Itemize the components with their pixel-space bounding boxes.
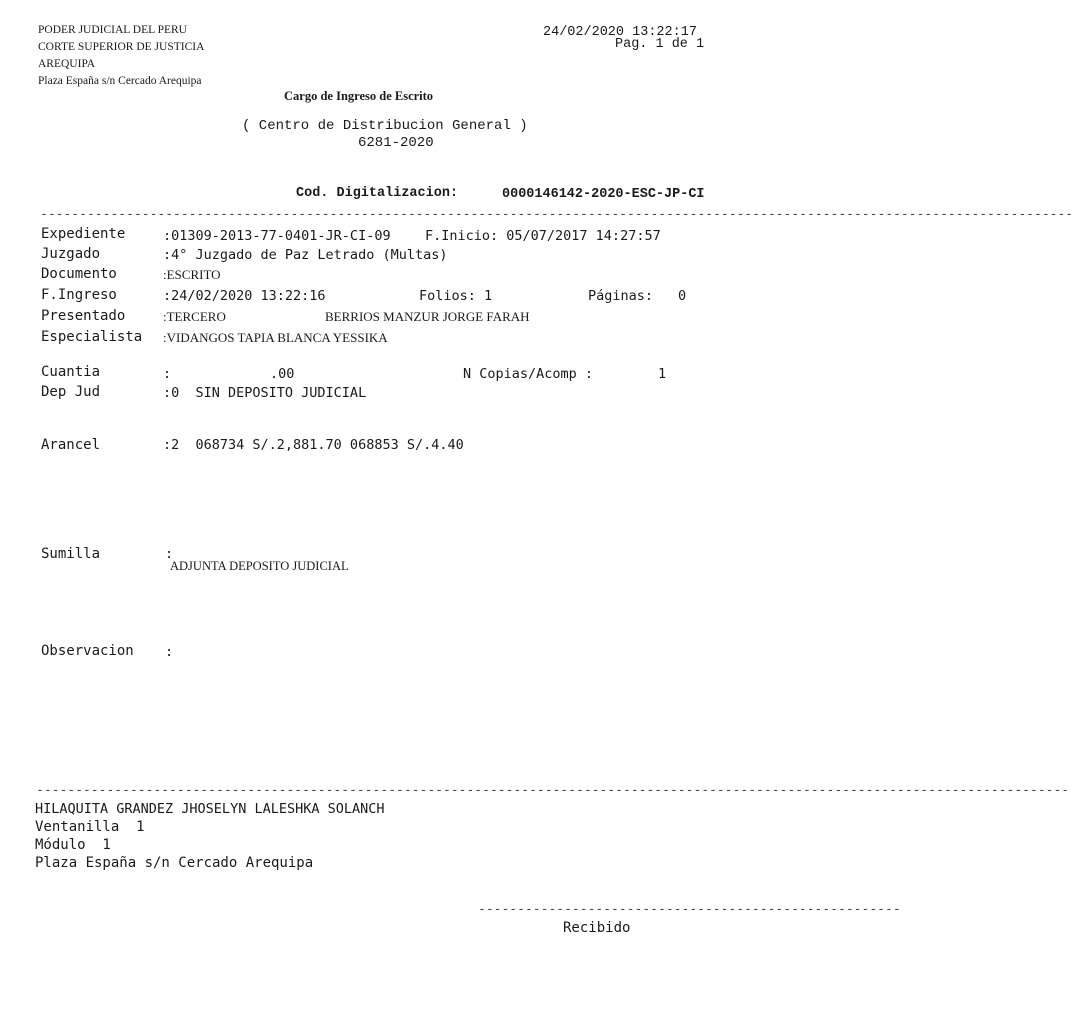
presentado-name: BERRIOS MANZUR JORGE FARAH [325, 309, 530, 324]
recibido-label: Recibido [563, 920, 631, 936]
observacion-label: Observacion [41, 643, 134, 659]
expediente-value: :01309-2013-77-0401-JR-CI-09 [163, 228, 391, 244]
juzgado-value: :4° Juzgado de Paz Letrado (Multas) [163, 247, 448, 263]
separator-line: ------------------------------------------------------------------------------------------------------------------------------------ [36, 783, 1070, 798]
cod-digitalizacion-value: 0000146142-2020-ESC-JP-CI [502, 187, 705, 202]
arancel-label: Arancel [41, 437, 101, 453]
header-address: Plaza España s/n Cercado Arequipa [38, 75, 202, 87]
fecha-ingreso-value: :24/02/2020 13:22:16 [163, 288, 326, 304]
paginas-label: Páginas: [588, 288, 654, 304]
page-number: Pag. 1 de 1 [615, 37, 705, 52]
expediente-label: Expediente [41, 226, 126, 242]
separator-line: ------------------------------------------------------------------------------------------------------------------------------------ [40, 207, 1073, 222]
folios: Folios: 1 [419, 288, 493, 304]
signature-line: ------------------------------------------------------ [478, 902, 901, 917]
copias-label: N Copias/Acomp : [463, 366, 594, 382]
documento-label: Documento [41, 266, 117, 282]
document-number: 6281-2020 [358, 135, 434, 151]
paginas-value: 0 [678, 288, 687, 304]
juzgado-label: Juzgado [41, 246, 101, 262]
document-title: Cargo de Ingreso de Escrito [284, 89, 434, 103]
copias-value: 1 [658, 366, 667, 382]
header-institution: PODER JUDICIAL DEL PERU [38, 24, 187, 36]
cuantia-value: .00 [270, 366, 295, 382]
observacion-colon: : [165, 644, 174, 660]
dep-jud-label: Dep Jud [41, 384, 101, 400]
fecha-ingreso-label: F.Ingreso [41, 287, 117, 303]
especialista-value: :VIDANGOS TAPIA BLANCA YESSIKA [163, 330, 388, 345]
documento-value: :ESCRITO [163, 267, 221, 282]
sumilla-value: ADJUNTA DEPOSITO JUDICIAL [170, 559, 349, 573]
header-city: AREQUIPA [38, 58, 96, 70]
dep-jud-value: :0 SIN DEPOSITO JUDICIAL [163, 385, 367, 401]
presentado-label: Presentado [41, 308, 126, 324]
footer-address: Plaza España s/n Cercado Arequipa [35, 855, 314, 871]
print-datetime: 24/02/2020 13:22:17 [543, 25, 697, 40]
cod-digitalizacion-label: Cod. Digitalizacion: [296, 186, 459, 201]
cuantia-colon: : [163, 366, 172, 382]
sumilla-colon: : [165, 546, 174, 562]
sumilla-label: Sumilla [41, 546, 101, 562]
center-name: ( Centro de Distribucion General ) [242, 118, 528, 134]
modulo: Módulo 1 [35, 837, 111, 853]
cuantia-label: Cuantia [41, 364, 101, 380]
fecha-inicio: F.Inicio: 05/07/2017 14:27:57 [425, 228, 661, 244]
presentado-value: :TERCERO [163, 309, 226, 324]
arancel-value: :2 068734 S/.2,881.70 068853 S/.4.40 [163, 437, 464, 453]
clerk-name: HILAQUITA GRANDEZ JHOSELYN LALESHKA SOLANCH [35, 801, 385, 817]
especialista-label: Especialista [41, 329, 143, 345]
header-court: CORTE SUPERIOR DE JUSTICIA [38, 41, 205, 53]
ventanilla: Ventanilla 1 [35, 819, 145, 835]
